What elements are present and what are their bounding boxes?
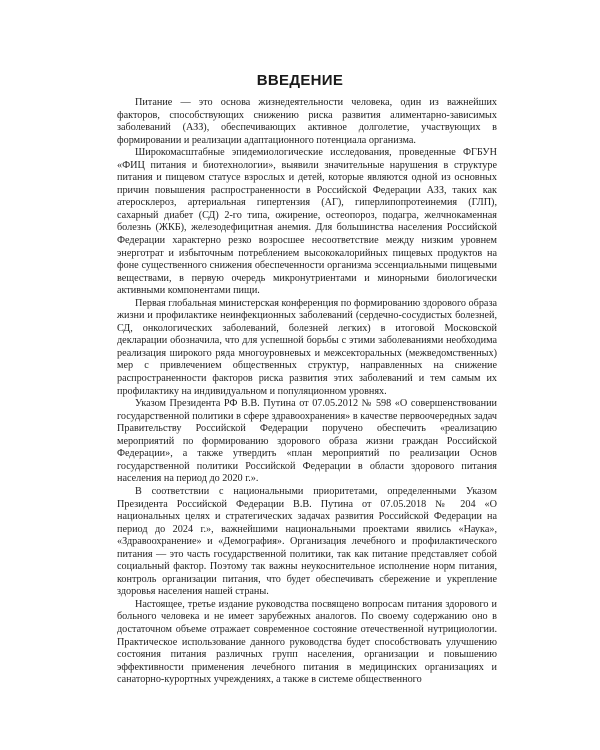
paragraph-5: В соответствии с национальными приоритетами, определенными Указом Президента Российской Федерации В.В. Путина от 07.05.2018 № 204 «О национальных целях и стратегических задачах развития Российской Федерации на период до 2024 г.», важнейшими национальными проектами явились «Наука», «Здравоохранение» и «Демография». Организация лечебного и профилактического питания — это часть государственной политики, так как питание представляет собой социальный фактор. Поэтому так важны неукоснительное исполнение норм питания, контроль организации питания, что будет обеспечивать сбережение и укрепление здоровья населения нашей страны. [117,485,497,598]
paragraph-6: Настоящее, третье издание руководства посвящено вопросам питания здорового и больного человека и не имеет зарубежных аналогов. По своему содержанию оно в достаточном объеме отражает современное состояние отечественной нутрициологии. Практическое использование данного руководства будет способствовать улучшению состояния питания различных групп населения, организации и повышению эффективности применения лечебного питания в медицинских организациях и санаторно-курортных учреждениях, а также в системе общественного [117,598,497,686]
paragraph-3: Первая глобальная министерская конференция по формированию здорового образа жизни и профилактике неинфекционных заболеваний (сердечно-сосудистых болезней, СД, онкологических заболеваний, болезней легких) в итоговой Московской декларации обозначила, что для успешной борьбы с этими заболеваниями необходима реализация широкого ряда многоуровневых и межсекторальных (межведомственных) мер с привлечением общественных структур, направленных на снижение распространенности факторов риска развития этих заболеваний и тем самым их профилактику на индивидуальном и популяционном уровнях. [117,297,497,397]
paragraph-1: Питание — это основа жизнедеятельности человека, один из важнейших факторов, способствующих снижению риска развития алиментарно-зависимых заболеваний (АЗЗ), обеспечивающих активное долголетие, участвующих в формировании и реализации адаптационного потенциала организма. [117,97,497,146]
page-title: ВВЕДЕНИЕ [256,72,344,89]
body-text [117,97,497,687]
paragraph-2: Широкомасштабные эпидемиологические исследования, проведенные ФГБУН «ФИЦ питания и биотехнологии», выявили значительные нарушения в структуре питания и пищевом статусе взрослых и детей, которые являются одной из основных причин повышения распространенности в Российской Федерации АЗЗ, таких как атеросклероз, артериальная гипертензия (АГ), гиперлипопротеинемия (ГЛП), сахарный диабет (СД) 2-го типа, ожирение, остеопороз, подагра, желчнокаменная болезнь (ЖКБ), железодефицитная анемия. Для большинства населения Российской Федерации характерно резко возросшее несоответствие между низким уровнем энерготрат и избыточным потреблением высококалорийных пищевых продуктов на фоне существенного снижения обеспеченности организма эссенциальными пищевыми веществами, в первую очередь микронутриентами и минорными биологически активными компонентами пищи. [117,147,497,297]
paragraph-4: Указом Президента РФ В.В. Путина от 07.05.2012 № 598 «О совершенствовании государственной политики в сфере здравоохранения» в качестве первоочередных задач Правительству Российской Федерации поручено обеспечить «реализацию мероприятий по формированию здорового образа жизни граждан Российской Федерации», а также утвердить «план мероприятий по реализации Основ государственной политики Российской Федерации в области здорового питания населения на период до 2020 г.». [117,398,497,485]
